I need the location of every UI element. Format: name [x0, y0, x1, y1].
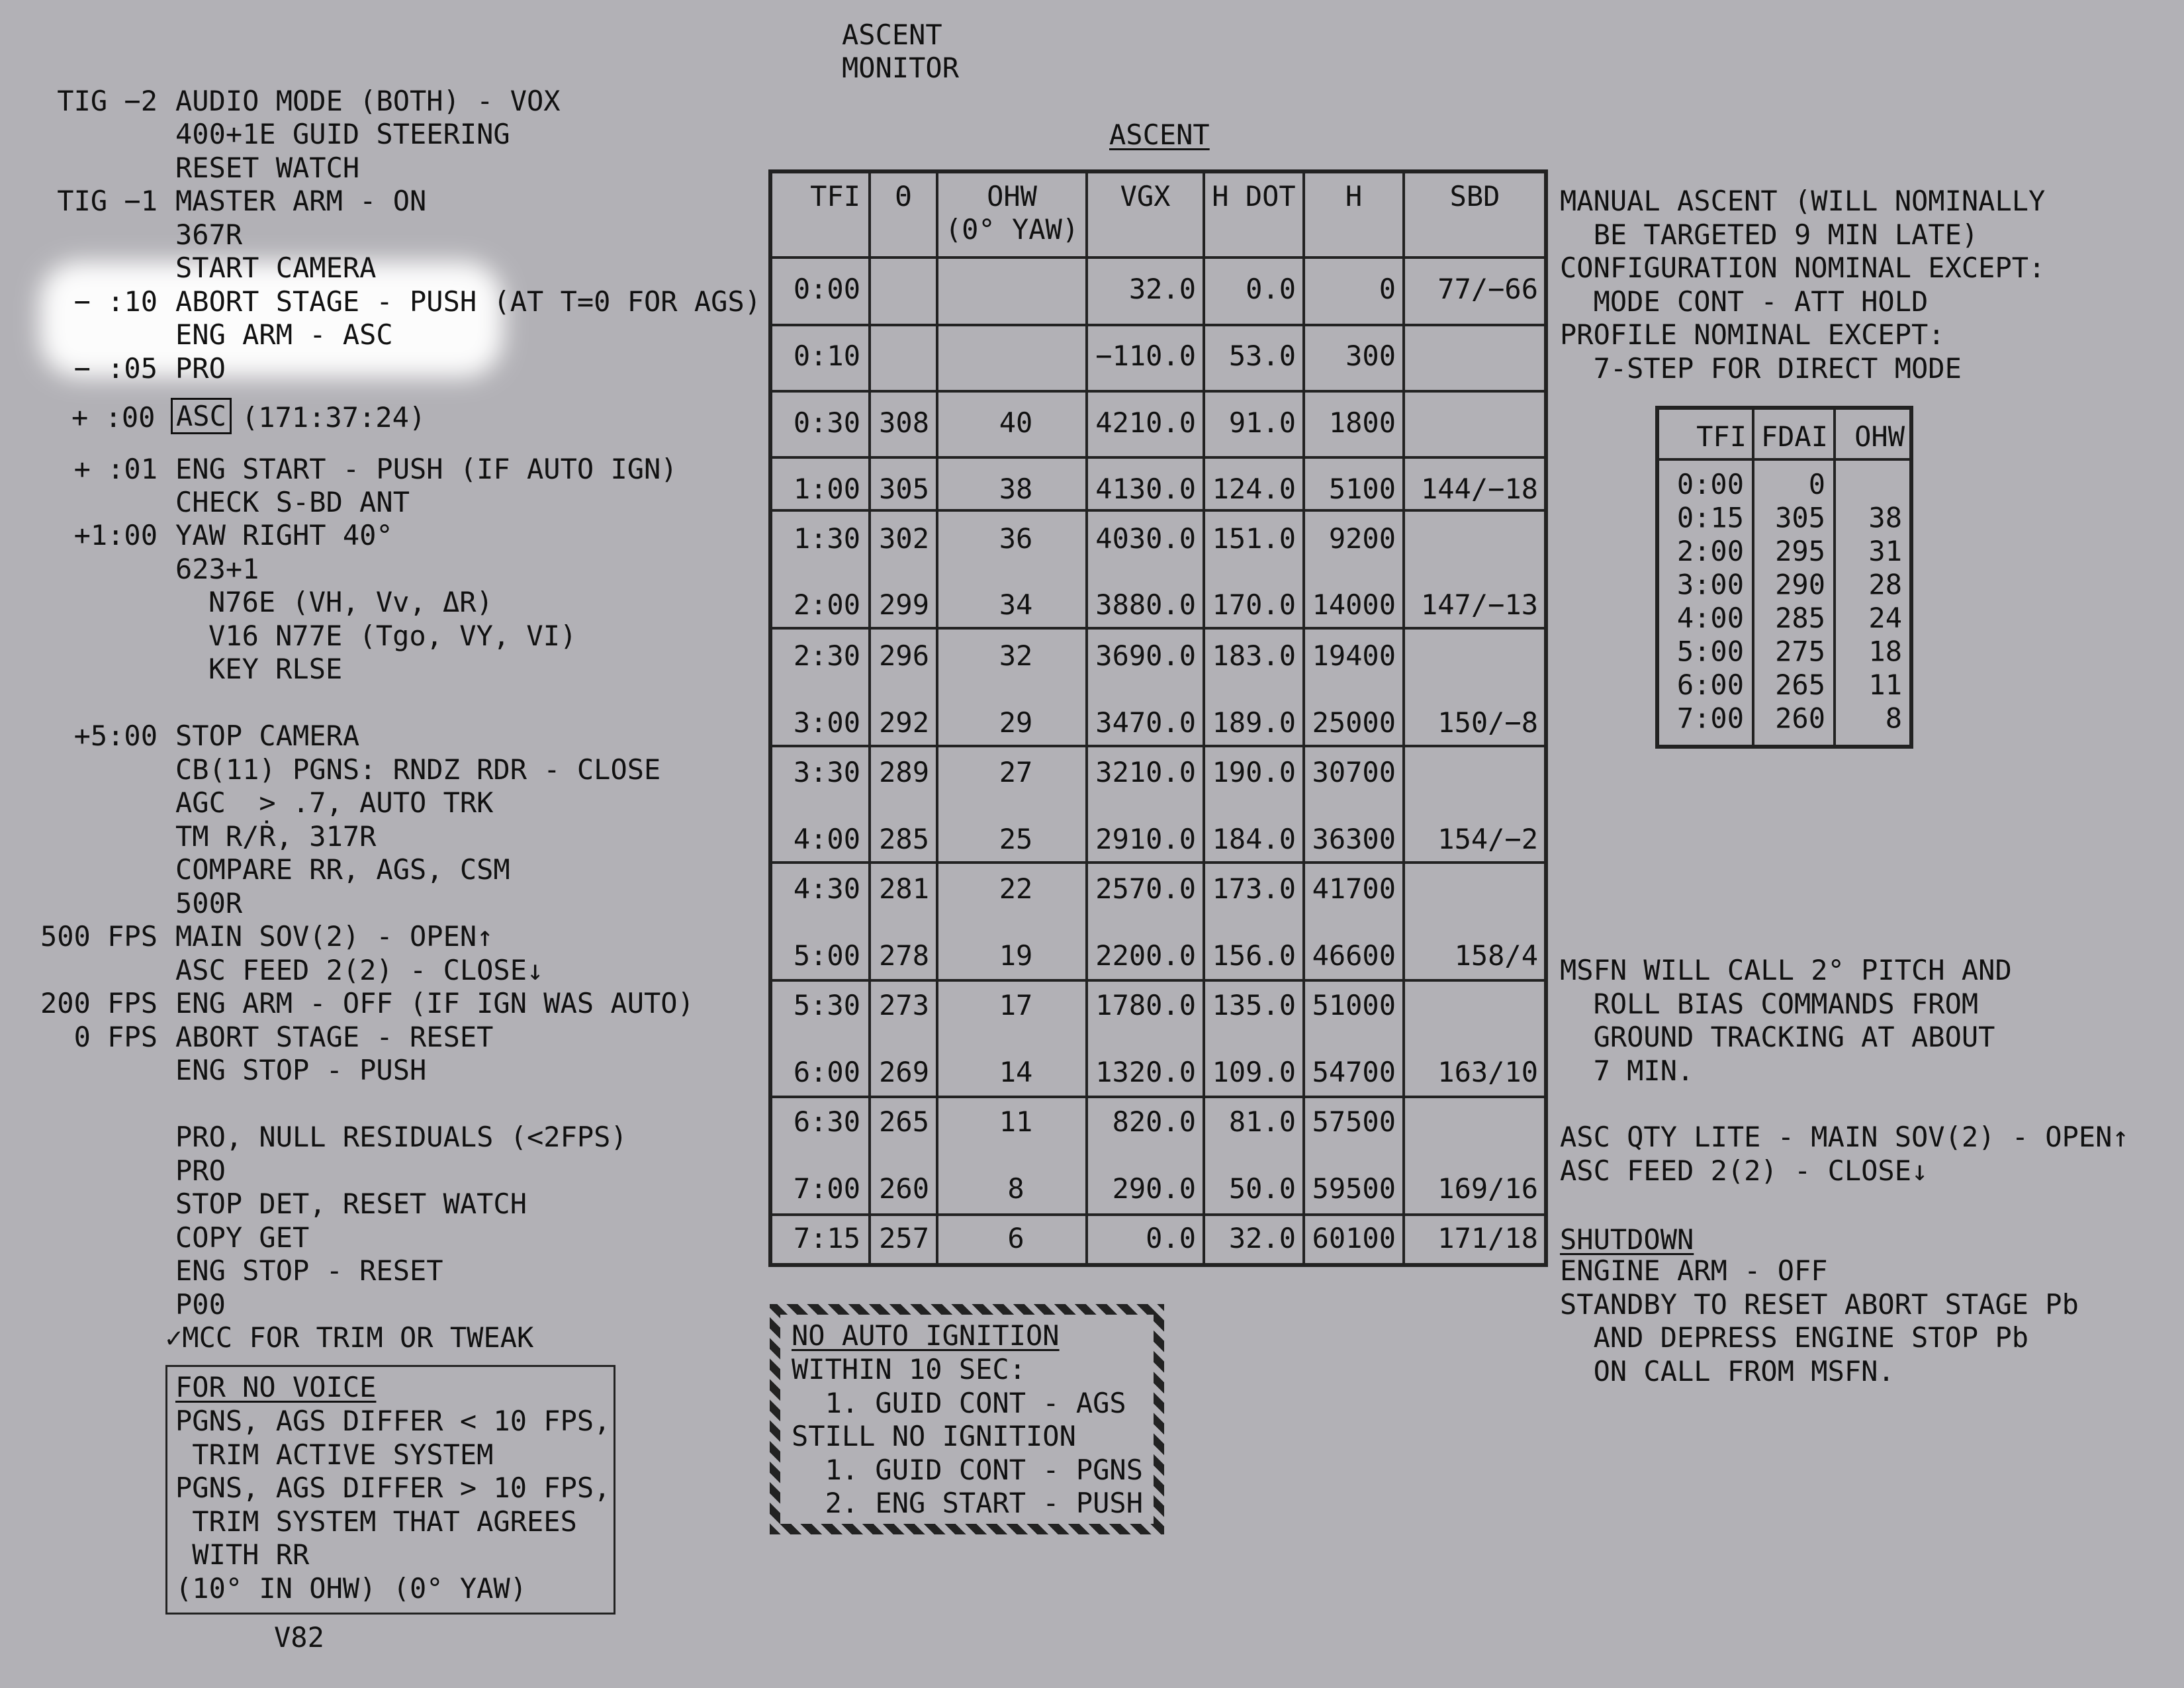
ascent-header: H — [1345, 180, 1363, 212]
ascent-cell: 154/−2 — [1437, 823, 1538, 855]
ascent-cell: 3470.0 — [1095, 706, 1196, 739]
asc-qty-line: ASC QTY LITE - MAIN SOV(2) - OPEN↑ — [1560, 1121, 2129, 1153]
no-voice-title: FOR NO VOICE — [175, 1371, 377, 1403]
shutdown-line: STANDBY TO RESET ABORT STAGE Pb — [1560, 1288, 2079, 1321]
ascent-cell: 1800 — [1328, 406, 1396, 439]
checklist-step-b23: P00 — [175, 1288, 226, 1321]
ascent-cell: 260 — [879, 1172, 929, 1205]
ascent-cell: 135.0 — [1212, 989, 1296, 1021]
shutdown-line: AND DEPRESS ENGINE STOP Pb — [1560, 1321, 2029, 1354]
checklist-time-b2: +1:00 — [73, 519, 158, 551]
header-line1: ASCENT — [842, 19, 942, 51]
checklist-time-0: TIG −2 — [57, 85, 158, 117]
ascent-cell: 0:10 — [793, 340, 860, 372]
ascent-cell: 281 — [879, 872, 929, 905]
ascent-cell: 150/−8 — [1437, 706, 1538, 739]
msfn-line: MSFN WILL CALL 2° PITCH AND — [1560, 954, 2012, 986]
fdai-cell: 260 — [1775, 702, 1825, 735]
asc-box: ASC — [171, 398, 232, 434]
manual-ascent-line: CONFIGURATION NOMINAL EXCEPT: — [1560, 252, 2046, 284]
ascent-cell: 278 — [879, 939, 929, 972]
ascent-cell: 1780.0 — [1095, 989, 1196, 1021]
shutdown-line: ENGINE ARM - OFF — [1560, 1254, 1828, 1287]
ascent-cell: 285 — [879, 823, 929, 855]
checklist-step-b11: COMPARE RR, AGS, CSM — [175, 853, 510, 886]
ascent-cell: 3:30 — [793, 756, 860, 788]
ascent-cell: 2:00 — [793, 588, 860, 621]
checklist-step-b16: ABORT STAGE - RESET — [175, 1021, 494, 1053]
ascent-cell: −110.0 — [1095, 340, 1196, 372]
ascent-cell: 257 — [879, 1222, 929, 1254]
header-line2: MONITOR — [842, 52, 960, 84]
ascent-cell: 0:30 — [793, 406, 860, 439]
checklist-step-8: PRO — [175, 352, 226, 385]
ascent-header-ohw-sub: (0° YAW) — [944, 213, 1079, 246]
fdai-cell: 11 — [1868, 669, 1902, 701]
ascent-cell: 4030.0 — [1095, 522, 1196, 555]
ascent-cell: 2200.0 — [1095, 939, 1196, 972]
checklist-time-b13: 500 FPS — [40, 920, 158, 953]
no-voice-line: PGNS, AGS DIFFER > 10 FPS, — [175, 1472, 611, 1504]
ascent-cell: 36300 — [1312, 823, 1396, 855]
ascent-cell: 7:15 — [793, 1222, 860, 1254]
ascent-table — [768, 169, 1549, 1274]
ascent-cell: 19 — [999, 939, 1033, 972]
ascent-cell: 6:30 — [793, 1105, 860, 1138]
checklist-time-b0: + :01 — [73, 453, 158, 485]
ascent-cell: 189.0 — [1212, 706, 1296, 739]
ascent-cell: 3690.0 — [1095, 639, 1196, 672]
ascent-cell: 4:00 — [793, 823, 860, 855]
ascent-cell: 308 — [879, 406, 929, 439]
ascent-cell: 4130.0 — [1095, 473, 1196, 505]
fdai-header: OHW — [1854, 420, 1905, 453]
ascent-cell: 32.0 — [1128, 273, 1196, 305]
ascent-cell: 34 — [999, 588, 1033, 621]
ascent-cell: 19400 — [1312, 639, 1396, 672]
ascent-cell: 6:00 — [793, 1056, 860, 1088]
ascent-cell: 190.0 — [1212, 756, 1296, 788]
ascent-cell: 156.0 — [1212, 939, 1296, 972]
checklist-step-7: ENG ARM - ASC — [175, 318, 393, 351]
ascent-cell: 4210.0 — [1095, 406, 1196, 439]
shutdown-line: ON CALL FROM MSFN. — [1560, 1354, 1895, 1387]
no-voice-line: (10° IN OHW) (0° YAW) — [175, 1571, 527, 1605]
ascent-cell: 27 — [999, 756, 1033, 788]
checklist-step-b21: COPY GET — [175, 1221, 310, 1254]
fdai-cell: 2:00 — [1676, 535, 1744, 567]
checklist-step-b17: ENG STOP - PUSH — [175, 1054, 427, 1086]
ascent-cell: 25000 — [1312, 706, 1396, 739]
ascent-cell: 30700 — [1312, 756, 1396, 788]
ascent-cell: 51000 — [1312, 989, 1396, 1021]
ascent-cell: 53.0 — [1228, 340, 1296, 372]
ascent-cell: 11 — [999, 1105, 1033, 1138]
fdai-cell: 8 — [1885, 702, 1902, 735]
ascent-cell: 5:30 — [793, 989, 860, 1021]
check-line — [165, 1321, 534, 1354]
ascent-cell: 183.0 — [1212, 639, 1296, 672]
manual-ascent-line: MANUAL ASCENT (WILL NOMINALLY — [1560, 185, 2046, 217]
ascent-cell: 40 — [999, 406, 1033, 439]
ascent-cell: 265 — [879, 1105, 929, 1138]
shutdown-title: SHUTDOWN — [1560, 1223, 1694, 1256]
msfn-line: 7 MIN. — [1560, 1054, 1694, 1087]
v82-label: V82 — [274, 1621, 324, 1654]
checklist-step-b15: ENG ARM - OFF (IF IGN WAS AUTO) — [175, 987, 694, 1019]
ascent-cell: 171/18 — [1437, 1222, 1538, 1254]
checklist-step-b19: PRO — [175, 1154, 226, 1187]
ascent-cell: 46600 — [1312, 939, 1396, 972]
ascent-header: TFI — [810, 180, 860, 212]
check-mark-icon: ✓ — [165, 1321, 183, 1354]
ascent-cell: 820.0 — [1112, 1105, 1196, 1138]
checklist-step-b9: AGC > .7, AUTO TRK — [175, 786, 494, 819]
ascent-header: H DOT — [1212, 180, 1296, 212]
ascent-cell: 54700 — [1312, 1056, 1396, 1088]
ascent-header: VGX — [1120, 180, 1171, 212]
checklist-step-b3: 623+1 — [175, 553, 259, 585]
fdai-cell: 6:00 — [1676, 669, 1744, 701]
ascent-cell: 5:00 — [793, 939, 860, 972]
ascent-cell: 299 — [879, 588, 929, 621]
no-auto-line: 1. GUID CONT - AGS — [792, 1386, 1126, 1419]
checklist-step-6: ABORT STAGE - PUSH (AT T=0 FOR AGS) — [175, 285, 762, 318]
ascent-cell: 29 — [999, 706, 1033, 739]
ascent-cell: 50.0 — [1228, 1172, 1296, 1205]
fdai-table — [1655, 405, 1919, 753]
fdai-cell: 305 — [1775, 501, 1825, 534]
checklist-step-b8: CB(11) PGNS: RNDZ RDR - CLOSE — [175, 753, 661, 786]
ascent-cell: 3:00 — [793, 706, 860, 739]
ascent-cell: 3210.0 — [1095, 756, 1196, 788]
fdai-cell: 0:00 — [1676, 468, 1744, 500]
checklist-step-b1: CHECK S-BD ANT — [175, 486, 410, 518]
manual-ascent-line: 7-STEP FOR DIRECT MODE — [1560, 352, 1962, 385]
fdai-cell: 4:00 — [1676, 602, 1744, 634]
ascent-cell: 5100 — [1328, 473, 1396, 505]
ascent-cell: 158/4 — [1454, 939, 1538, 972]
no-voice-line: TRIM ACTIVE SYSTEM — [175, 1438, 494, 1471]
ascent-cell: 169/16 — [1437, 1172, 1538, 1205]
ascent-cell: 1320.0 — [1095, 1056, 1196, 1088]
no-voice-line: WITH RR — [175, 1538, 310, 1571]
ascent-cell: 124.0 — [1212, 473, 1296, 505]
checklist-step-3: MASTER ARM - ON — [175, 185, 427, 217]
fdai-cell: 295 — [1775, 535, 1825, 567]
ascent-cell: 0.0 — [1246, 273, 1296, 305]
asc-time-stamp: (171:37:24) — [242, 401, 426, 434]
ascent-cell: 2:30 — [793, 639, 860, 672]
ascent-cell: 14 — [999, 1056, 1033, 1088]
ascent-cell: 305 — [879, 473, 929, 505]
ascent-header: SBD — [1449, 180, 1500, 212]
checklist-time-8: − :05 — [73, 352, 158, 385]
ascent-cell: 163/10 — [1437, 1056, 1538, 1088]
checklist-step-b22: ENG STOP - RESET — [175, 1254, 443, 1287]
fdai-cell: 5:00 — [1676, 635, 1744, 668]
ascent-cell: 2570.0 — [1095, 872, 1196, 905]
checklist-step-5: START CAMERA — [175, 252, 377, 284]
asc-time: + :00 — [71, 401, 156, 434]
checklist-step-2: RESET WATCH — [175, 152, 360, 184]
no-auto-line: 1. GUID CONT - PGNS — [792, 1453, 1144, 1486]
no-auto-line: STILL NO IGNITION — [792, 1420, 1076, 1452]
checklist-step-b20: STOP DET, RESET WATCH — [175, 1188, 527, 1220]
checklist-step-1: 400+1E GUID STEERING — [175, 118, 510, 150]
manual-ascent-line: MODE CONT - ATT HOLD — [1560, 285, 1929, 318]
ascent-cell: 144/−18 — [1420, 473, 1538, 505]
ascent-cell: 289 — [879, 756, 929, 788]
msfn-line: GROUND TRACKING AT ABOUT — [1560, 1021, 1995, 1053]
ascent-cell: 296 — [879, 639, 929, 672]
ascent-cell: 14000 — [1312, 588, 1396, 621]
ascent-cell: 6 — [1007, 1222, 1024, 1254]
no-auto-title: NO AUTO IGNITION — [792, 1319, 1060, 1352]
fdai-cell: 7:00 — [1676, 702, 1744, 735]
ascent-cell: 1:30 — [793, 522, 860, 555]
ascent-cell: 0.0 — [1146, 1222, 1196, 1254]
ascent-cell: 60100 — [1312, 1222, 1396, 1254]
fdai-cell: 0 — [1808, 468, 1825, 500]
fdai-cell: 38 — [1868, 501, 1902, 534]
ascent-title: ASCENT — [1109, 118, 1210, 151]
ascent-cell: 32.0 — [1228, 1222, 1296, 1254]
ascent-cell: 184.0 — [1212, 823, 1296, 855]
checklist-step-4: 367R — [175, 218, 243, 251]
fdai-cell: 265 — [1775, 669, 1825, 701]
ascent-cell: 151.0 — [1212, 522, 1296, 555]
ascent-cell: 91.0 — [1228, 406, 1296, 439]
checklist-step-b13: MAIN SOV(2) - OPEN↑ — [175, 920, 494, 953]
ascent-cell: 38 — [999, 473, 1033, 505]
checklist-step-b4: N76E (VH, Vv, ΔR) — [208, 586, 493, 618]
ascent-cell: 36 — [999, 522, 1033, 555]
check-line-text: MCC FOR TRIM OR TWEAK — [182, 1321, 534, 1354]
checklist-step-b6: KEY RLSE — [208, 653, 343, 685]
checklist-step-b10: TM R/Ṙ, 317R — [175, 820, 377, 853]
checklist-time-6: − :10 — [73, 285, 158, 318]
ascent-cell: 273 — [879, 989, 929, 1021]
fdai-cell: 24 — [1868, 602, 1902, 634]
asc-qty-line: ASC FEED 2(2) - CLOSE↓ — [1560, 1154, 1929, 1187]
fdai-cell: 275 — [1775, 635, 1825, 668]
checklist-step-b7: STOP CAMERA — [175, 720, 360, 752]
fdai-cell: 3:00 — [1676, 568, 1744, 601]
ascent-cell: 57500 — [1312, 1105, 1396, 1138]
checklist-time-b16: 0 FPS — [73, 1021, 158, 1053]
fdai-cell: 0:15 — [1676, 501, 1744, 534]
ascent-cell: 300 — [1345, 340, 1396, 372]
checklist-step-b2: YAW RIGHT 40° — [175, 519, 393, 551]
ascent-cell: 0 — [1379, 273, 1396, 305]
fdai-header: TFI — [1696, 420, 1747, 453]
ascent-cell: 17 — [999, 989, 1033, 1021]
checklist-time-b7: +5:00 — [73, 720, 158, 752]
ascent-cell: 1:00 — [793, 473, 860, 505]
ascent-cell: 81.0 — [1228, 1105, 1296, 1138]
ascent-cell: 290.0 — [1112, 1172, 1196, 1205]
ascent-cell: 7:00 — [793, 1172, 860, 1205]
ascent-cell: 3880.0 — [1095, 588, 1196, 621]
ascent-cell: 2910.0 — [1095, 823, 1196, 855]
manual-ascent-line: PROFILE NOMINAL EXCEPT: — [1560, 318, 1945, 351]
no-auto-line: 2. ENG START - PUSH — [792, 1487, 1144, 1519]
fdai-cell: 31 — [1868, 535, 1902, 567]
fdai-cell: 28 — [1868, 568, 1902, 601]
ascent-cell: 147/−13 — [1420, 588, 1538, 621]
checklist-step-b12: 500R — [175, 887, 243, 919]
checklist-time-3: TIG −1 — [57, 185, 158, 217]
ascent-cell: 292 — [879, 706, 929, 739]
ascent-header: Θ — [895, 180, 912, 212]
ascent-header: OHW — [987, 180, 1037, 212]
no-voice-line: PGNS, AGS DIFFER < 10 FPS, — [175, 1405, 611, 1437]
ascent-cell: 173.0 — [1212, 872, 1296, 905]
manual-ascent-line: BE TARGETED 9 MIN LATE) — [1560, 218, 1979, 251]
ascent-cell: 77/−66 — [1437, 273, 1538, 305]
ascent-cell: 32 — [999, 639, 1033, 672]
fdai-cell: 18 — [1868, 635, 1902, 668]
ascent-cell: 269 — [879, 1056, 929, 1088]
ascent-cell: 22 — [999, 872, 1033, 905]
checklist-time-b15: 200 FPS — [40, 987, 158, 1019]
no-voice-line: TRIM SYSTEM THAT AGREES — [175, 1505, 577, 1538]
msfn-line: ROLL BIAS COMMANDS FROM — [1560, 987, 1979, 1020]
ascent-cell: 109.0 — [1212, 1056, 1296, 1088]
ascent-cell: 4:30 — [793, 872, 860, 905]
no-auto-line: WITHIN 10 SEC: — [792, 1353, 1026, 1385]
ascent-cell: 0:00 — [793, 273, 860, 305]
ascent-cell: 8 — [1007, 1172, 1024, 1205]
checklist-step-b18: PRO, NULL RESIDUALS (<2FPS) — [175, 1121, 627, 1153]
ascent-cell: 41700 — [1312, 872, 1396, 905]
fdai-cell: 290 — [1775, 568, 1825, 601]
ascent-cell: 170.0 — [1212, 588, 1296, 621]
checklist-step-0: AUDIO MODE (BOTH) - VOX — [175, 85, 561, 117]
ascent-cell: 9200 — [1328, 522, 1396, 555]
fdai-header: FDAI — [1760, 420, 1828, 453]
fdai-cell: 285 — [1775, 602, 1825, 634]
checklist-step-b5: V16 N77E (Tgo, VY, VI) — [208, 620, 577, 652]
ascent-cell: 59500 — [1312, 1172, 1396, 1205]
asc-box-label — [171, 402, 232, 430]
checklist-step-b14: ASC FEED 2(2) - CLOSE↓ — [175, 954, 544, 986]
ascent-cell: 302 — [879, 522, 929, 555]
ascent-cell: 25 — [999, 823, 1033, 855]
checklist-step-b0: ENG START - PUSH (IF AUTO IGN) — [175, 453, 678, 485]
